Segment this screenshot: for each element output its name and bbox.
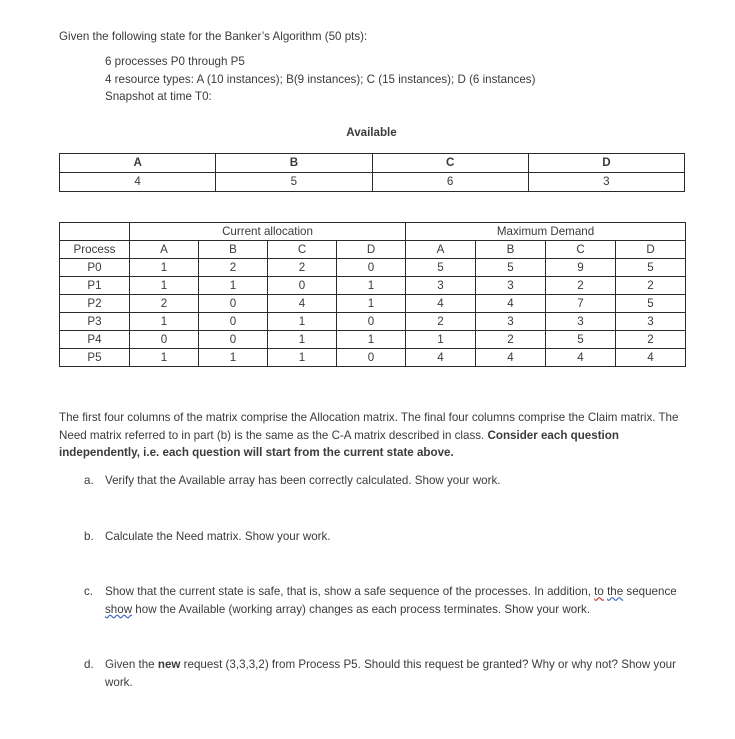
matrix-cell: 5 bbox=[616, 295, 686, 313]
matrix-col-alloc-c: C bbox=[268, 241, 337, 259]
intro-paragraph: Given the following state for the Banker’s Algorithm (50 pts): bbox=[59, 30, 368, 43]
table-row bbox=[60, 313, 686, 331]
matrix-col-alloc-d: D bbox=[337, 241, 406, 259]
matrix-cell: 9 bbox=[546, 259, 616, 277]
grammarcheck-word-show: show bbox=[105, 602, 133, 616]
explanation-line-3-bold: Consider each question independently, i.e. each question will start from the current state above. bbox=[59, 428, 619, 460]
available-value-d: 3 bbox=[528, 173, 684, 192]
matrix-cell: 3 bbox=[616, 313, 686, 331]
table-column-header-row bbox=[60, 241, 686, 259]
matrix-cell: 3 bbox=[406, 277, 476, 295]
question-c-segment-4: how the Available (working array) changes as each process terminates. Show your work. bbox=[132, 602, 591, 616]
question-text-c bbox=[105, 583, 687, 618]
available-value-b: 5 bbox=[216, 173, 372, 192]
matrix-cell: 0 bbox=[199, 295, 268, 313]
table-row bbox=[60, 173, 685, 192]
matrix-cell: P4 bbox=[60, 331, 130, 349]
grammarcheck-word-the: the bbox=[607, 585, 624, 599]
matrix-cell: P0 bbox=[60, 259, 130, 277]
matrix-cell: 0 bbox=[268, 277, 337, 295]
matrix-cell: 1 bbox=[130, 313, 199, 331]
explanation-paragraph bbox=[59, 409, 687, 462]
table-group-header-row bbox=[60, 223, 686, 241]
matrix-col-max-b: B bbox=[476, 241, 546, 259]
matrix-cell: 0 bbox=[130, 331, 199, 349]
matrix-cell: 4 bbox=[616, 349, 686, 367]
matrix-cell: 3 bbox=[546, 313, 616, 331]
matrix-cell: 4 bbox=[406, 349, 476, 367]
available-header-a: A bbox=[60, 154, 216, 173]
matrix-cell: 1 bbox=[268, 331, 337, 349]
matrix-cell: 2 bbox=[199, 259, 268, 277]
table-row bbox=[60, 277, 686, 295]
matrix-col-max-c: C bbox=[546, 241, 616, 259]
question-d-segment-1: Given the bbox=[105, 658, 158, 672]
matrix-col-alloc-b: B bbox=[199, 241, 268, 259]
table-row bbox=[60, 331, 686, 349]
matrix-cell: P5 bbox=[60, 349, 130, 367]
matrix-cell: 1 bbox=[130, 277, 199, 295]
matrix-cell: 1 bbox=[268, 313, 337, 331]
question-text-b: Calculate the Need matrix. Show your work. bbox=[105, 529, 331, 543]
list-item-a bbox=[59, 472, 687, 490]
matrix-cell: 4 bbox=[406, 295, 476, 313]
matrix-cell: P1 bbox=[60, 277, 130, 295]
question-d-bold-new: new bbox=[157, 658, 181, 672]
matrix-cell: 2 bbox=[616, 331, 686, 349]
detail-resources: 4 resource types: A (10 instances); B(9 instances); C (15 instances); D (6 instances) bbox=[105, 72, 536, 86]
matrix-cell: 0 bbox=[337, 259, 406, 277]
question-list bbox=[59, 472, 687, 730]
matrix-cell: 1 bbox=[406, 331, 476, 349]
matrix-cell: 5 bbox=[406, 259, 476, 277]
matrix-cell: 7 bbox=[546, 295, 616, 313]
spellcheck-word-to: to bbox=[594, 585, 604, 599]
matrix-corner-cell bbox=[60, 223, 130, 241]
question-c-segment-1: Show that the current state is safe, that is, show a safe sequence of the processes. In addition, bbox=[105, 585, 595, 599]
matrix-cell: 0 bbox=[337, 349, 406, 367]
matrix-cell: 5 bbox=[616, 259, 686, 277]
explanation-line-1: The first four columns of the matrix comprise the Allocation matrix. The final four columns comprise the bbox=[59, 411, 585, 424]
table-row bbox=[60, 295, 686, 313]
matrix-col-process: Process bbox=[60, 241, 130, 259]
list-item-c bbox=[59, 583, 687, 618]
list-marker-d: d. bbox=[84, 658, 94, 672]
available-table-caption: Available bbox=[346, 126, 397, 139]
allocation-demand-table bbox=[59, 222, 686, 367]
matrix-cell: 1 bbox=[337, 331, 406, 349]
matrix-cell: 4 bbox=[268, 295, 337, 313]
question-d-segment-2: request (3,3,3,2) from Process P5. Should this request be granted? Why or why not? Show your work. bbox=[105, 658, 676, 690]
matrix-cell: 0 bbox=[337, 313, 406, 331]
matrix-cell: 3 bbox=[476, 277, 546, 295]
list-item-b bbox=[59, 528, 687, 546]
matrix-cell: 1 bbox=[130, 349, 199, 367]
matrix-cell: 2 bbox=[268, 259, 337, 277]
matrix-cell: 2 bbox=[616, 277, 686, 295]
available-header-d: D bbox=[528, 154, 684, 173]
matrix-col-max-a: A bbox=[406, 241, 476, 259]
available-value-c: 6 bbox=[372, 173, 528, 192]
available-value-a: 4 bbox=[60, 173, 216, 192]
matrix-group-current-allocation: Current allocation bbox=[130, 223, 406, 241]
matrix-cell: P3 bbox=[60, 313, 130, 331]
list-marker-b: b. bbox=[84, 529, 94, 543]
matrix-cell: 5 bbox=[546, 331, 616, 349]
matrix-cell: 4 bbox=[476, 295, 546, 313]
table-row bbox=[60, 349, 686, 367]
explanation-line-2: Claim matrix. The Need matrix referred to in part (b) is the same as the C-A matrix described in class. bbox=[59, 411, 679, 442]
list-marker-a: a. bbox=[84, 474, 94, 487]
table-row-header bbox=[60, 154, 685, 173]
list-marker-c: c. bbox=[84, 585, 94, 599]
available-table bbox=[59, 153, 685, 192]
matrix-cell: 2 bbox=[476, 331, 546, 349]
matrix-cell: P2 bbox=[60, 295, 130, 313]
matrix-col-max-d: D bbox=[616, 241, 686, 259]
problem-details bbox=[105, 53, 705, 106]
matrix-cell: 0 bbox=[199, 313, 268, 331]
question-text-d bbox=[105, 656, 687, 691]
matrix-cell: 1 bbox=[337, 295, 406, 313]
matrix-cell: 2 bbox=[406, 313, 476, 331]
table-row bbox=[60, 259, 686, 277]
matrix-cell: 2 bbox=[546, 277, 616, 295]
matrix-cell: 3 bbox=[476, 313, 546, 331]
matrix-cell: 5 bbox=[476, 259, 546, 277]
matrix-col-alloc-a: A bbox=[130, 241, 199, 259]
question-c-segment-3: sequence bbox=[623, 585, 677, 599]
matrix-cell: 1 bbox=[199, 277, 268, 295]
detail-processes: 6 processes P0 through P5 bbox=[105, 55, 245, 68]
matrix-cell: 1 bbox=[337, 277, 406, 295]
matrix-cell: 4 bbox=[476, 349, 546, 367]
matrix-cell: 1 bbox=[199, 349, 268, 367]
matrix-cell: 1 bbox=[130, 259, 199, 277]
matrix-group-maximum-demand: Maximum Demand bbox=[406, 223, 686, 241]
matrix-cell: 0 bbox=[199, 331, 268, 349]
question-text-a: Verify that the Available array has been correctly calculated. Show your work. bbox=[105, 474, 501, 487]
matrix-cell: 2 bbox=[130, 295, 199, 313]
available-header-c: C bbox=[372, 154, 528, 173]
matrix-cell: 1 bbox=[268, 349, 337, 367]
available-header-b: B bbox=[216, 154, 372, 173]
matrix-cell: 4 bbox=[546, 349, 616, 367]
list-item-d bbox=[59, 656, 687, 691]
detail-snapshot: Snapshot at time T0: bbox=[105, 90, 212, 104]
